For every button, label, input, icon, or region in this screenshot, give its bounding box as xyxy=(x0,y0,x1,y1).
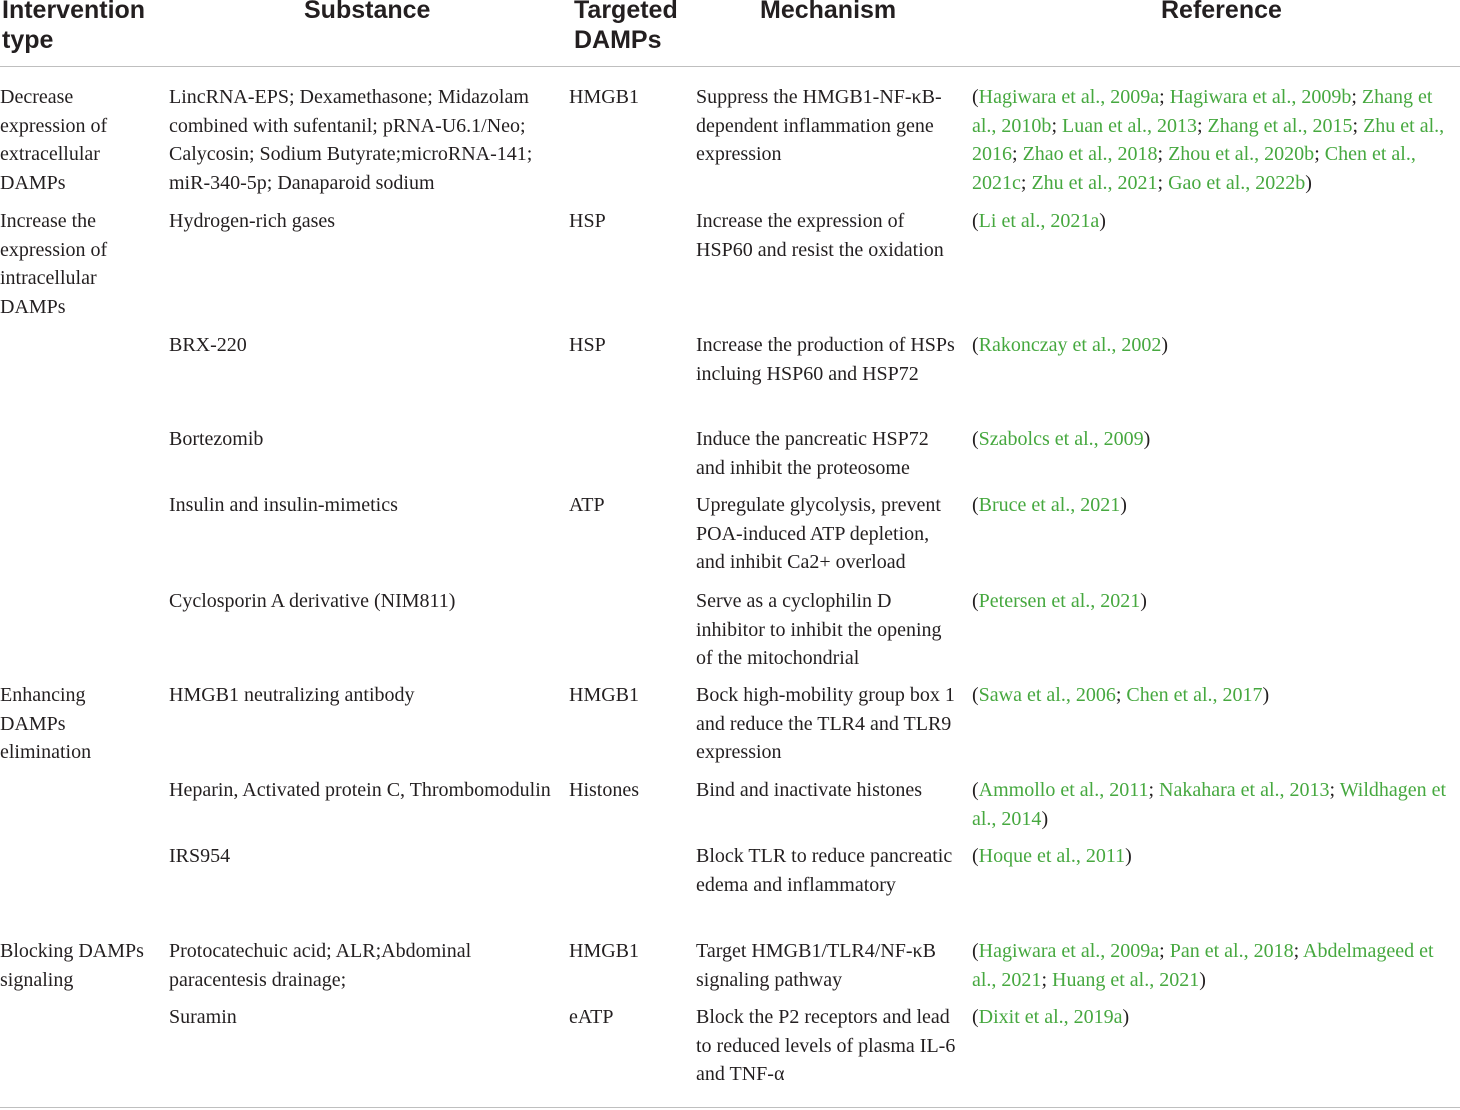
group-blocking-signaling: Blocking DAMPs signaling xyxy=(0,940,144,991)
mechanism-cell: Bind and inactivate histones xyxy=(696,779,923,801)
reference-cell: (Sawa et al., 2006; Chen et al., 2017) xyxy=(972,684,1270,706)
citation-link[interactable]: Gao et al., 2022b xyxy=(1168,172,1306,195)
citation-link[interactable]: Wildhagen et al., 2014 xyxy=(972,779,1447,830)
header-divider xyxy=(0,66,1460,67)
substance-cell: Cyclosporin A derivative (NIM811) xyxy=(169,590,456,612)
header-targeted-damps: Targeted DAMPs xyxy=(574,0,678,54)
group-decrease-extracellular: Decrease expression of extracellular DAMPs xyxy=(0,86,108,195)
substance-cell: HMGB1 neutralizing antibody xyxy=(169,684,415,706)
citation-link[interactable]: Szabolcs et al., 2009 xyxy=(978,428,1144,450)
substance-cell: BRX-220 xyxy=(169,334,247,356)
substance-cell: LincRNA-EPS; Dexamethasone; Midazolam combined with sufentanil; pRNA-U6.1/Neo; Calycosin; Sodium Butyrate;microRNA-141; miR-340-5p; Danaparoid sodium xyxy=(169,86,533,195)
substance-cell: Heparin, Activated protein C, Thrombomodulin xyxy=(169,779,551,801)
mechanism-cell: Upregulate glycolysis, prevent POA-induced ATP depletion, and inhibit Ca2+ overload xyxy=(696,494,941,574)
reference-cell: (Hagiwara et al., 2009a; Hagiwara et al., 2009b; Zhang et al., 2010b; Luan et al., 2013; Zhang et al., 2015; Zhu et al., 2016; Zhao et al., 2018; Zhou et al., 2020b; Chen et al., 2021c; Zhu et al., 2021; Gao et al., 2022b) xyxy=(972,86,1445,195)
reference-cell: (Dixit et al., 2019a) xyxy=(972,1006,1130,1028)
citation-link[interactable]: Chen et al., 2017 xyxy=(1126,684,1263,706)
header-reference: Reference xyxy=(1161,0,1282,24)
mechanism-cell: Block the P2 receptors and lead to reduced levels of plasma IL-6 and TNF-α xyxy=(696,1006,956,1086)
substance-cell: Bortezomib xyxy=(169,428,264,450)
table-header-row xyxy=(0,0,1460,66)
mechanism-cell: Suppress the HMGB1-NF-κB-dependent inflammation gene expression xyxy=(696,86,942,166)
reference-cell: (Petersen et al., 2021) xyxy=(972,590,1147,612)
target-cell: HSP xyxy=(569,334,606,356)
citation-link[interactable]: Hoque et al., 2011 xyxy=(978,845,1126,867)
mechanism-cell: Target HMGB1/TLR4/NF-κB signaling pathway xyxy=(696,940,936,991)
citation-link[interactable]: Chen et al., 2021c xyxy=(972,143,1416,195)
mechanism-cell: Block TLR to reduce pancreatic edema and inflammatory xyxy=(696,845,953,896)
substance-cell: IRS954 xyxy=(169,845,231,867)
citation-link[interactable]: Pan et al., 2018 xyxy=(1169,940,1294,962)
substance-cell: Protocatechuic acid; ALR;Abdominal paracentesis drainage; xyxy=(169,940,472,991)
citation-link[interactable]: Zhang et al., 2010b xyxy=(972,86,1433,137)
reference-cell: (Hagiwara et al., 2009a; Pan et al., 2018; Abdelmageed et al., 2021; Huang et al., 2021) xyxy=(972,940,1434,991)
mechanism-cell: Bock high-mobility group box 1 and reduce the TLR4 and TLR9 expression xyxy=(696,684,955,764)
reference-cell: (Li et al., 2021a) xyxy=(972,210,1106,232)
mechanism-cell: Induce the pancreatic HSP72 and inhibit the proteosome xyxy=(696,428,929,479)
citation-link[interactable]: Zhou et al., 2020b xyxy=(1168,143,1315,166)
reference-cell: (Rakonczay et al., 2002) xyxy=(972,334,1169,356)
mechanism-cell: Increase the expression of HSP60 and resist the oxidation xyxy=(696,210,944,261)
target-cell: Histones xyxy=(569,779,639,801)
table-bottom-rule xyxy=(0,1107,1460,1108)
citation-link[interactable]: Li et al., 2021a xyxy=(978,210,1100,232)
mechanism-cell: Increase the production of HSPs incluing HSP60 and HSP72 xyxy=(696,334,955,385)
citation-link[interactable]: Sawa et al., 2006 xyxy=(978,684,1116,706)
citation-link[interactable]: Hagiwara et al., 2009a xyxy=(978,940,1160,962)
reference-cell: (Hoque et al., 2011) xyxy=(972,845,1132,867)
substance-cell: Suramin xyxy=(169,1006,237,1028)
citation-link[interactable]: Huang et al., 2021 xyxy=(1052,968,1200,991)
mechanism-cell: Serve as a cyclophilin D inhibitor to inhibit the opening of the mitochondrial xyxy=(696,590,942,670)
citation-link[interactable]: Hagiwara et al., 2009a xyxy=(978,86,1160,108)
header-intervention-type: Intervention type xyxy=(2,0,146,54)
reference-cell: (Bruce et al., 2021) xyxy=(972,494,1127,516)
target-cell: eATP xyxy=(569,1006,614,1028)
citation-link[interactable]: Abdelmageed et al., 2021 xyxy=(972,940,1434,991)
header-substance: Substance xyxy=(304,0,431,24)
citation-link[interactable]: Zhao et al., 2018 xyxy=(1022,143,1158,166)
citation-link[interactable]: Luan et al., 2013 xyxy=(1062,114,1197,137)
citation-link[interactable]: Zhu et al., 2021 xyxy=(1031,172,1158,195)
target-cell: HSP xyxy=(569,210,606,232)
citation-link[interactable]: Nakahara et al., 2013 xyxy=(1159,779,1330,801)
target-cell: HMGB1 xyxy=(569,684,640,706)
citation-link[interactable]: Bruce et al., 2021 xyxy=(978,494,1121,516)
target-cell: HMGB1 xyxy=(569,86,640,108)
target-cell: ATP xyxy=(569,494,605,516)
reference-cell: (Ammollo et al., 2011; Nakahara et al., 2013; Wildhagen et al., 2014) xyxy=(972,779,1447,830)
citation-link[interactable]: Zhang et al., 2015 xyxy=(1207,114,1353,137)
citation-link[interactable]: Ammollo et al., 2011 xyxy=(978,779,1149,801)
substance-cell: Hydrogen-rich gases xyxy=(169,210,336,232)
substance-cell: Insulin and insulin-mimetics xyxy=(169,494,398,516)
citation-link[interactable]: Petersen et al., 2021 xyxy=(978,590,1141,612)
citation-link[interactable]: Rakonczay et al., 2002 xyxy=(978,334,1162,356)
citation-link[interactable]: Zhu et al., 2016 xyxy=(972,114,1445,166)
citation-link[interactable]: Dixit et al., 2019a xyxy=(978,1006,1123,1028)
group-enhancing-elimination: Enhancing DAMPs elimination xyxy=(0,684,92,764)
target-cell: HMGB1 xyxy=(569,940,640,962)
header-mechanism: Mechanism xyxy=(760,0,897,24)
citation-link[interactable]: Hagiwara et al., 2009b xyxy=(1169,86,1352,108)
reference-cell: (Szabolcs et al., 2009) xyxy=(972,428,1151,450)
group-increase-intracellular: Increase the expression of intracellular DAMPs xyxy=(0,210,108,319)
